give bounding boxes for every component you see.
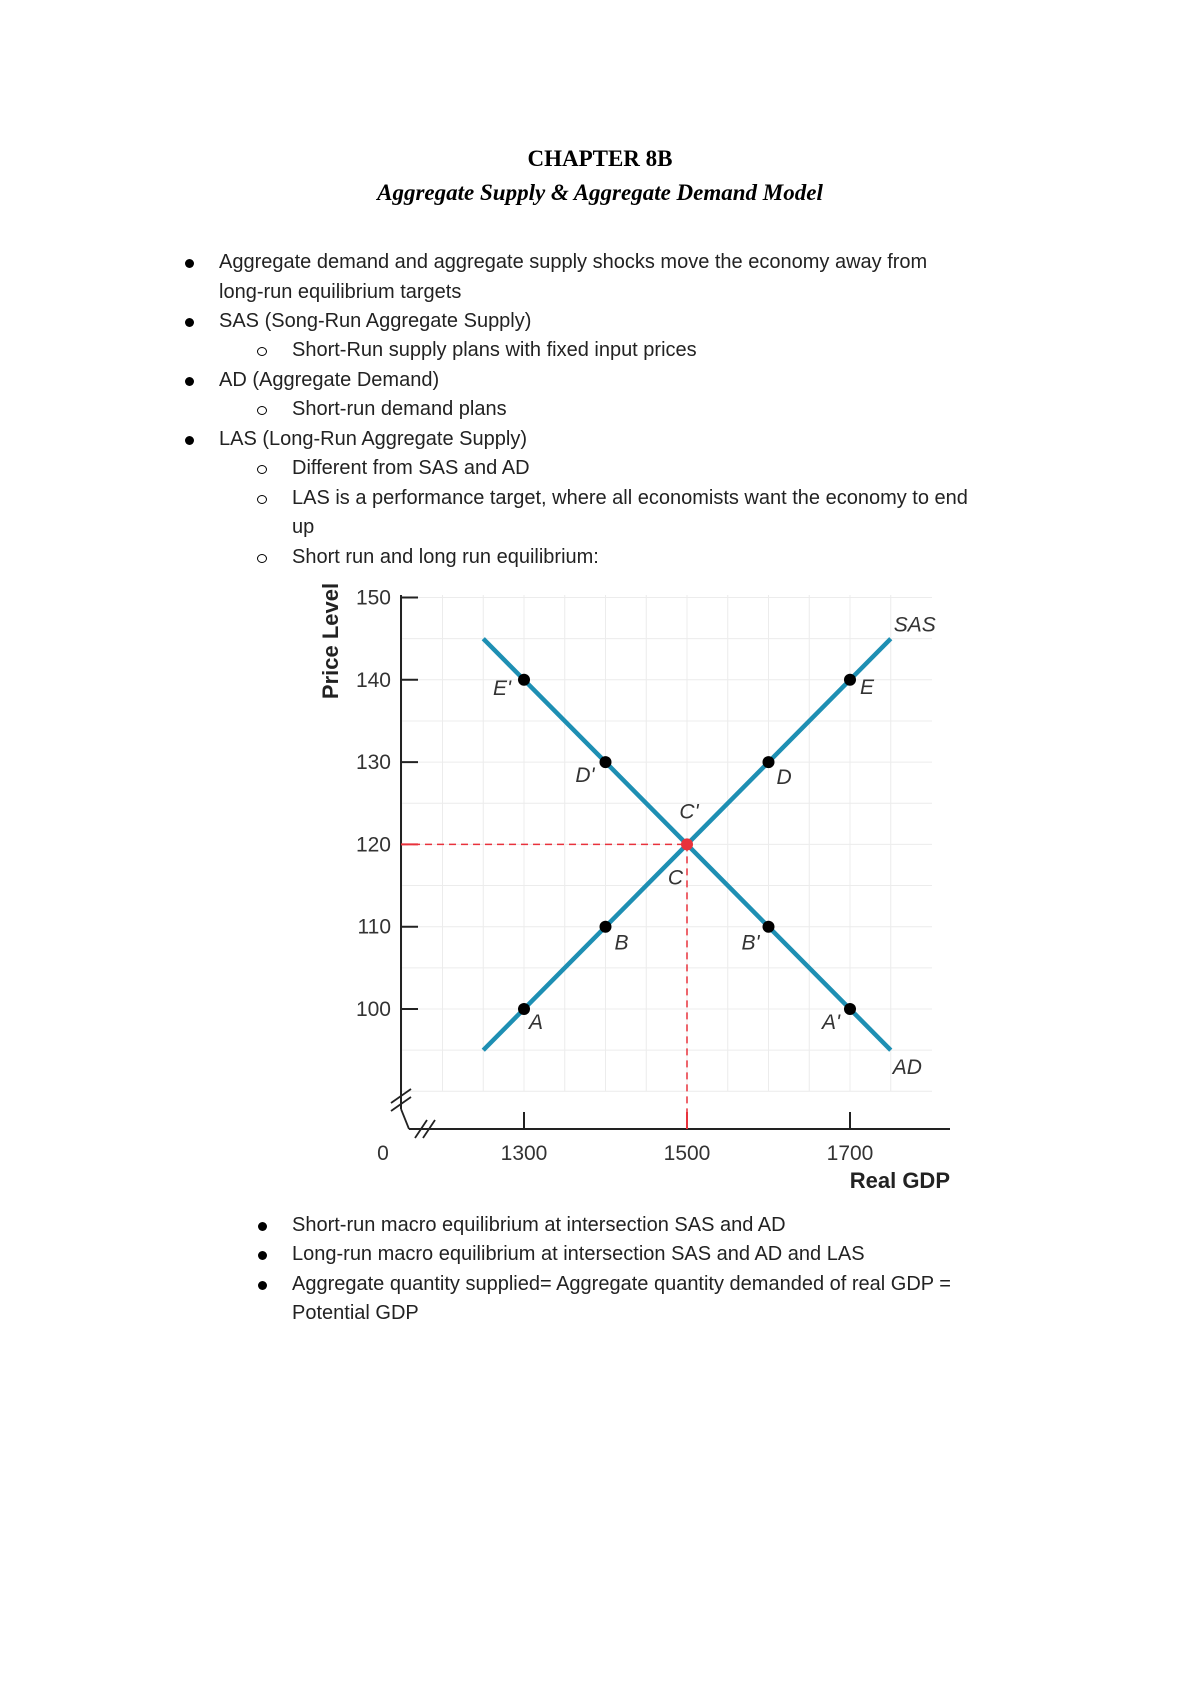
sub-list-item-continuation: up <box>292 516 315 538</box>
list-item: Aggregate demand and aggregate supply shocks move the economy away from <box>219 251 928 273</box>
list-item: LAS (Long-Run Aggregate Supply) <box>219 428 527 450</box>
point-label: B <box>614 931 629 955</box>
ad-curve-label: AD <box>892 1056 922 1080</box>
origin-label: 0 <box>377 1142 389 1165</box>
point-label: B' <box>741 931 760 955</box>
point-label: A <box>529 1011 544 1034</box>
sub-list-item: Short-Run supply plans with fixed input prices <box>292 339 697 361</box>
point-label: C' <box>679 800 699 824</box>
point-a-prime <box>844 1003 856 1015</box>
list-item-continuation: long-run equilibrium targets <box>219 281 462 303</box>
point-label: D <box>776 766 792 790</box>
sub-list-item: Short run and long run equilibrium: <box>292 546 599 568</box>
point-b-prime <box>763 921 775 933</box>
list-item: Aggregate quantity supplied= Aggregate quantity demanded of real GDP = <box>292 1273 951 1295</box>
list-item: SAS (Song-Run Aggregate Supply) <box>219 310 532 332</box>
bullet-dot <box>258 1281 267 1290</box>
list-item: Short-run macro equilibrium at intersection SAS and AD <box>292 1214 786 1236</box>
point-label: A' <box>821 1011 840 1034</box>
chart-grid <box>401 595 932 1091</box>
point-label: D' <box>575 764 595 788</box>
chapter-title: CHAPTER 8B <box>527 146 673 171</box>
point-d <box>763 756 775 768</box>
x-tick-label: 1500 <box>663 1142 711 1165</box>
point-c <box>681 838 693 850</box>
y-tick-label: 150 <box>355 586 391 610</box>
sub-list-item: Different from SAS and AD <box>292 457 530 479</box>
y-tick-label: 100 <box>355 998 391 1021</box>
list-item-continuation: Potential GDP <box>292 1302 419 1324</box>
point-e-prime <box>518 674 530 686</box>
point-b <box>600 921 612 933</box>
list-item: AD (Aggregate Demand) <box>219 369 440 391</box>
point-e <box>844 674 856 686</box>
x-tick-label: 1700 <box>826 1142 874 1165</box>
point-d-prime <box>600 756 612 768</box>
bullet-dot <box>258 1251 267 1260</box>
sas-curve-label: SAS <box>893 613 936 637</box>
chapter-subtitle: Aggregate Supply & Aggregate Demand Model <box>377 180 823 205</box>
y-axis-title: Price Level <box>318 582 343 700</box>
sub-list-item: Short-run demand plans <box>292 398 507 420</box>
bullet-dot <box>258 1222 267 1231</box>
x-tick-label: 1300 <box>500 1142 548 1165</box>
y-tick-label: 110 <box>357 915 391 939</box>
x-axis-title: Real GDP <box>849 1168 950 1193</box>
corner-stub <box>401 1109 409 1129</box>
y-tick-label: 120 <box>355 833 391 857</box>
point-label: E' <box>492 676 511 700</box>
point-label: E <box>860 675 875 699</box>
sub-list-item: LAS is a performance target, where all economists want the economy to end <box>292 487 968 509</box>
list-item: Long-run macro equilibrium at intersection SAS and AD and LAS <box>292 1243 865 1265</box>
y-tick-label: 140 <box>355 668 391 692</box>
y-tick-label: 130 <box>355 751 391 775</box>
point-label: C <box>667 866 683 890</box>
